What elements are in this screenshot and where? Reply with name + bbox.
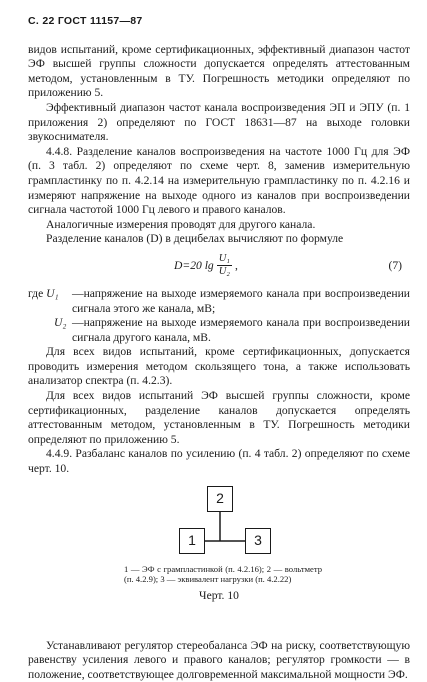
formula-fraction	[217, 253, 232, 278]
paragraph: Разделение каналов (D) в децибелах вычисляют по формуле	[46, 232, 344, 246]
block-voltmeter: 2	[207, 486, 233, 512]
where-label: где U₁	[28, 286, 59, 300]
figure-label: Черт. 10	[199, 588, 239, 602]
block-load: 3	[245, 528, 271, 554]
section-4-4-8: 4.4.8. Разделение каналов воспроизведения на частоте 1000 Гц для ЭФ (п. 3 табл. 2) определяют по схеме черт. 8, заменив измерительную грампластинку по п. 4.2.14 на измерительную грампластинку по п. 4.2.16 и измеряют напряжение на выходе одного из каналов при воспроизведении сигнала частотой 1000 Гц левого и правого каналов.	[28, 144, 410, 217]
definition-u2	[28, 316, 410, 345]
page-header: С. 22 ГОСТ 11157—87	[28, 15, 143, 27]
paragraph: Для всех видов испытаний ЭФ высшей группы сложности, кроме сертификационных, разделение каналов допускается определять аттестованным методом, установленным в ТУ. Погрешность методики определяют по приложению 5.	[28, 389, 410, 446]
paragraph: Аналогичные измерения проводят для другого канала.	[46, 217, 316, 231]
figure-caption: 1 — ЭФ с грампластинкой (п. 4.2.16); 2 — вольтметр (п. 4.2.9); 3 — эквивалент нагрузки (п. 4.2.22)	[124, 563, 322, 585]
formula-comma: ,	[234, 258, 238, 272]
paragraph: Эффективный диапазон частот канала воспроизведения ЭП и ЭПУ (п. 1 приложения 2) определяют по ГОСТ 18631—87 на выходе головки звукоснимателя.	[28, 100, 410, 144]
section-4-4-9: 4.4.9. Разбаланс каналов по усилению (п. 4 табл. 2) определяют по схеме черт. 10.	[28, 447, 410, 476]
formula-7	[28, 249, 410, 283]
definition-text: —напряжение на выходе измеряемого канала при воспроизведении сигнала другого канала, мВ.	[72, 316, 410, 344]
paragraph: видов испытаний, кроме сертификационных, эффективный диапазон частот ЭФ высшей группы сложности допускается определять аттестованным методом, установленным в ТУ. Погрешность методики определяют по приложению 5.	[28, 42, 410, 100]
formula-lhs: D=20 lg	[174, 258, 214, 272]
definition-text: —напряжение на выходе измеряемого канала при воспроизведении сигнала этого же канала, мВ;	[72, 286, 410, 315]
paragraph: Для всех видов испытаний, кроме сертификационных, допускается проводить измерения методом скользящего тона, а также использовать анализатор спектра (п. 4.2.3).	[28, 345, 410, 388]
where-symbol: U₂	[54, 316, 67, 330]
definition-u1	[28, 287, 410, 316]
formula-number: (7)	[388, 258, 402, 272]
document-page	[28, 14, 410, 682]
paragraph: Устанавливают регулятор стереобаланса ЭФ на риску, соответствующую равенству усиления левого и правого каналов; регулятор громкости — в положение, соответствующее долговременной максимальной мощности ЭФ.	[28, 638, 410, 681]
formula-denominator: U₂	[218, 266, 230, 278]
block-player: 1	[179, 528, 205, 554]
figure-10	[28, 481, 410, 625]
formula-numerator: U₁	[218, 253, 230, 265]
